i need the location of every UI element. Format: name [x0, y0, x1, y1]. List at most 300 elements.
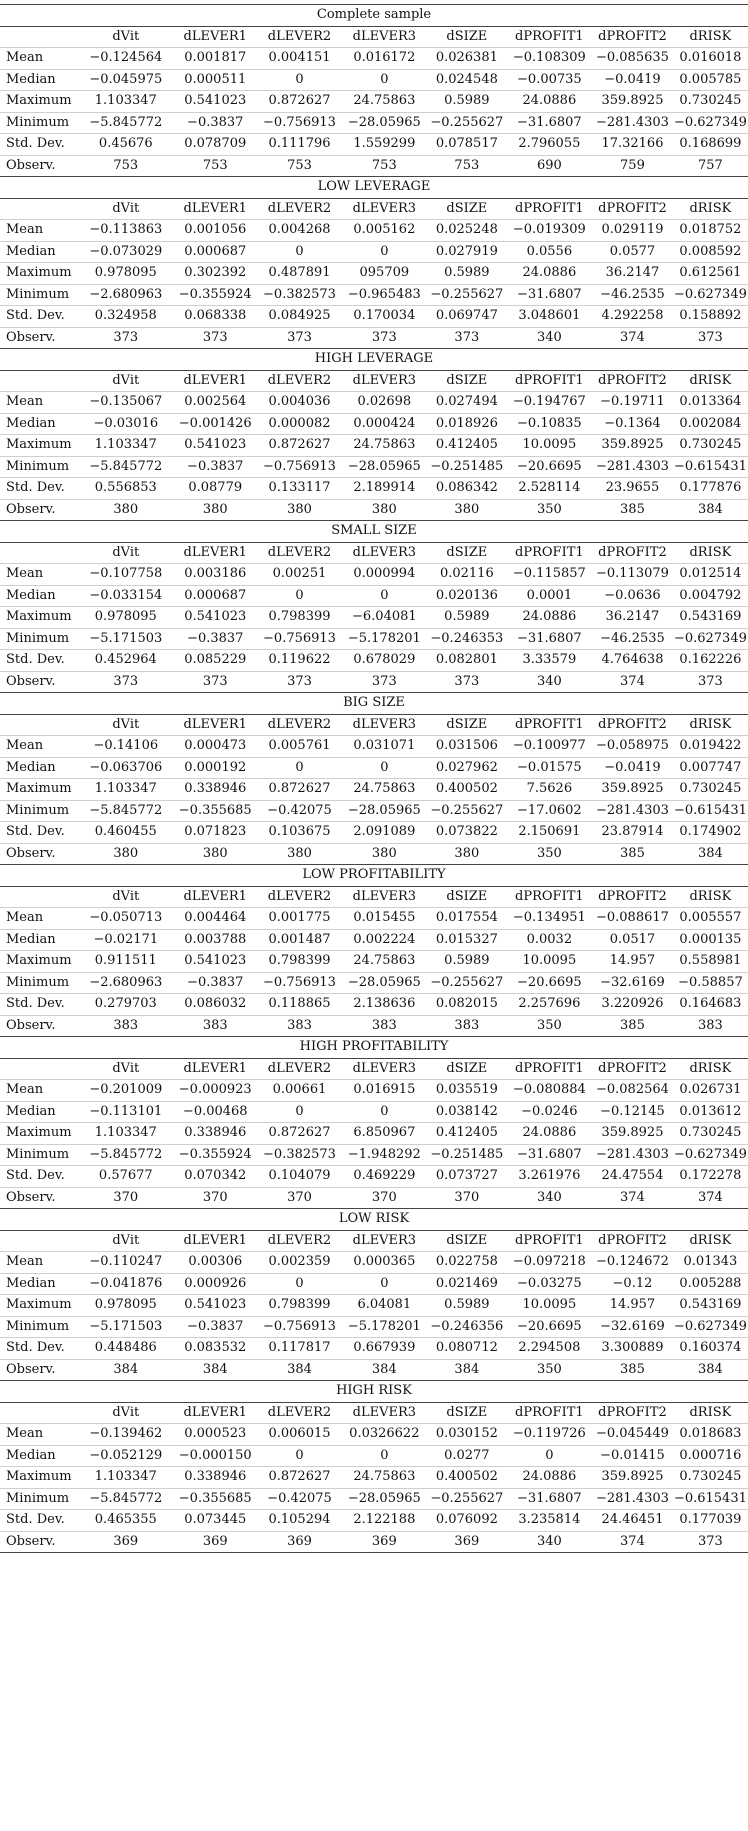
row-label: Std. Dev.	[0, 994, 78, 1016]
table-cell: 0.338946	[173, 1123, 257, 1145]
table-cell: 0.082801	[427, 650, 507, 672]
column-header: dLEVER1	[173, 1058, 257, 1080]
table-cell: 3.33579	[507, 650, 592, 672]
table-cell: 373	[342, 671, 427, 693]
table-cell: 0.01343	[673, 1252, 748, 1274]
column-header: dPROFIT1	[507, 714, 592, 736]
column-header: dPROFIT1	[507, 886, 592, 908]
table-cell: 373	[173, 327, 257, 349]
row-label: Std. Dev.	[0, 650, 78, 672]
column-header	[0, 26, 78, 48]
table-cell: 0.020136	[427, 585, 507, 607]
table-cell: 373	[257, 327, 341, 349]
table-cell: −1.948292	[342, 1144, 427, 1166]
table-cell: 384	[673, 1359, 748, 1381]
table-row	[0, 757, 748, 779]
column-header: dLEVER1	[173, 198, 257, 220]
table-cell: 384	[78, 1359, 173, 1381]
column-header: dLEVER3	[342, 370, 427, 392]
table-cell: 369	[78, 1531, 173, 1553]
row-label: Observ.	[0, 1187, 78, 1209]
table-cell: 757	[673, 155, 748, 177]
table-cell: 0.872627	[257, 435, 341, 457]
table-cell: 0.070342	[173, 1166, 257, 1188]
table-cell: 385	[592, 1359, 673, 1381]
table-cell: −0.627349	[673, 1316, 748, 1338]
table-cell: 0.177876	[673, 478, 748, 500]
table-cell: 0.027919	[427, 241, 507, 263]
table-cell: 0.085229	[173, 650, 257, 672]
column-header: dRISK	[673, 1402, 748, 1424]
table-cell: 0.104079	[257, 1166, 341, 1188]
table-cell: 383	[427, 1015, 507, 1037]
table-cell: 0.452964	[78, 650, 173, 672]
table-cell: −0.3837	[173, 112, 257, 134]
table-cell: 0.003788	[173, 929, 257, 951]
table-cell: 0.730245	[673, 91, 748, 113]
table-row	[0, 972, 748, 994]
table-cell: 0.667939	[342, 1338, 427, 1360]
section-title: BIG SIZE	[0, 693, 748, 715]
table-cell: −0.255627	[427, 800, 507, 822]
section-title-row	[0, 521, 748, 543]
table-cell: 373	[673, 1531, 748, 1553]
table-cell: 0.460455	[78, 822, 173, 844]
table-cell: −0.3837	[173, 628, 257, 650]
table-cell: −0.000923	[173, 1080, 257, 1102]
table-cell: −0.615431	[673, 800, 748, 822]
column-header: dLEVER1	[173, 370, 257, 392]
table-cell: 4.764638	[592, 650, 673, 672]
table-cell: 359.8925	[592, 1467, 673, 1489]
table-cell: 0.543169	[673, 1295, 748, 1317]
table-cell: 369	[257, 1531, 341, 1553]
column-header: dVit	[78, 1230, 173, 1252]
table-row	[0, 1467, 748, 1489]
table-cell: 350	[507, 1015, 592, 1037]
row-label: Mean	[0, 48, 78, 70]
table-cell: 385	[592, 499, 673, 521]
table-cell: 380	[78, 499, 173, 521]
table-cell: 0.015455	[342, 908, 427, 930]
table-cell: −0.124564	[78, 48, 173, 70]
table-cell: −0.756913	[257, 972, 341, 994]
table-cell: 0.021469	[427, 1273, 507, 1295]
table-cell: −0.3837	[173, 1316, 257, 1338]
row-label: Observ.	[0, 1359, 78, 1381]
table-row	[0, 1510, 748, 1532]
row-label: Minimum	[0, 1488, 78, 1510]
table-row	[0, 564, 748, 586]
table-cell: 24.0886	[507, 263, 592, 285]
table-cell: −0.627349	[673, 1144, 748, 1166]
table-cell: 0.118865	[257, 994, 341, 1016]
section-title-row	[0, 1209, 748, 1231]
table-cell: 0.158892	[673, 306, 748, 328]
table-cell: 373	[257, 671, 341, 693]
section-title: SMALL SIZE	[0, 521, 748, 543]
section-title-row	[0, 1037, 748, 1059]
table-cell: 0.798399	[257, 1295, 341, 1317]
table-cell: 0.002359	[257, 1252, 341, 1274]
table-cell: 0.012514	[673, 564, 748, 586]
row-label: Mean	[0, 1424, 78, 1446]
column-header: dSIZE	[427, 1402, 507, 1424]
table-row	[0, 1445, 748, 1467]
column-header: dSIZE	[427, 714, 507, 736]
table-cell: 0	[342, 757, 427, 779]
table-cell: 0.000716	[673, 1445, 748, 1467]
column-header: dVit	[78, 1058, 173, 1080]
column-header: dLEVER2	[257, 542, 341, 564]
table-cell: 0.019422	[673, 736, 748, 758]
table-cell: 384	[257, 1359, 341, 1381]
table-row	[0, 392, 748, 414]
table-cell: 0.013612	[673, 1101, 748, 1123]
column-header: dPROFIT2	[592, 542, 673, 564]
table-cell: 0.027962	[427, 757, 507, 779]
table-cell: 0.078709	[173, 134, 257, 156]
row-label: Minimum	[0, 800, 78, 822]
table-cell: −5.171503	[78, 628, 173, 650]
table-cell: −0.627349	[673, 112, 748, 134]
row-label: Std. Dev.	[0, 134, 78, 156]
table-cell: 0.022758	[427, 1252, 507, 1274]
table-row	[0, 478, 748, 500]
table-row	[0, 1144, 748, 1166]
table-cell: 0.024548	[427, 69, 507, 91]
table-cell: −5.845772	[78, 1144, 173, 1166]
table-cell: 0.000687	[173, 241, 257, 263]
row-label: Minimum	[0, 1144, 78, 1166]
table-cell: 0.015327	[427, 929, 507, 951]
table-cell: −0.02171	[78, 929, 173, 951]
table-cell: 2.189914	[342, 478, 427, 500]
table-cell: 0.400502	[427, 1467, 507, 1489]
column-header: dSIZE	[427, 1230, 507, 1252]
table-cell: −0.045449	[592, 1424, 673, 1446]
column-header: dRISK	[673, 370, 748, 392]
table-cell: 369	[173, 1531, 257, 1553]
table-cell: −0.097218	[507, 1252, 592, 1274]
table-cell: 0	[257, 1101, 341, 1123]
table-cell: 0.080712	[427, 1338, 507, 1360]
table-cell: −0.355685	[173, 1488, 257, 1510]
descriptive-statistics-table	[0, 4, 748, 1553]
table-cell: 340	[507, 671, 592, 693]
table-cell: 0.400502	[427, 779, 507, 801]
table-cell: 4.292258	[592, 306, 673, 328]
column-header: dLEVER1	[173, 1402, 257, 1424]
table-cell: 2.138636	[342, 994, 427, 1016]
table-cell: 373	[173, 671, 257, 693]
table-cell: 0.030152	[427, 1424, 507, 1446]
table-row	[0, 306, 748, 328]
table-cell: 0.45676	[78, 134, 173, 156]
table-cell: 380	[173, 843, 257, 865]
table-cell: 2.528114	[507, 478, 592, 500]
table-cell: 0.872627	[257, 1123, 341, 1145]
table-cell: −0.115857	[507, 564, 592, 586]
table-cell: −5.845772	[78, 1488, 173, 1510]
table-cell: 1.103347	[78, 1123, 173, 1145]
table-cell: 0.02698	[342, 392, 427, 414]
table-cell: 0.001817	[173, 48, 257, 70]
table-row	[0, 929, 748, 951]
table-cell: 0.002224	[342, 929, 427, 951]
column-header: dLEVER2	[257, 370, 341, 392]
column-header: dLEVER2	[257, 886, 341, 908]
table-cell: 0.073727	[427, 1166, 507, 1188]
table-cell: 0.119622	[257, 650, 341, 672]
table-cell: 370	[427, 1187, 507, 1209]
table-cell: 24.0886	[507, 1123, 592, 1145]
table-cell: 0.338946	[173, 779, 257, 801]
table-cell: −0.255627	[427, 972, 507, 994]
table-cell: −0.756913	[257, 456, 341, 478]
table-row	[0, 650, 748, 672]
table-cell: −20.6695	[507, 972, 592, 994]
table-cell: 0.086032	[173, 994, 257, 1016]
table-cell: 0.004036	[257, 392, 341, 414]
table-cell: −0.134951	[507, 908, 592, 930]
table-cell: 0.025248	[427, 220, 507, 242]
table-cell: 0.730245	[673, 1467, 748, 1489]
table-cell: 2.091089	[342, 822, 427, 844]
table-cell: −0.0419	[592, 69, 673, 91]
table-cell: −281.4303	[592, 800, 673, 822]
table-row	[0, 1080, 748, 1102]
table-cell: −28.05965	[342, 456, 427, 478]
table-cell: 380	[78, 843, 173, 865]
column-header: dPROFIT1	[507, 198, 592, 220]
table-cell: 0.000082	[257, 413, 341, 435]
table-cell: 383	[173, 1015, 257, 1037]
table-cell: 0.448486	[78, 1338, 173, 1360]
table-row	[0, 951, 748, 973]
table-cell: −0.627349	[673, 628, 748, 650]
row-label: Mean	[0, 220, 78, 242]
table-cell: 0.162226	[673, 650, 748, 672]
table-row	[0, 241, 748, 263]
column-header	[0, 1058, 78, 1080]
table-cell: 0.0001	[507, 585, 592, 607]
table-cell: 0.008592	[673, 241, 748, 263]
row-label: Mean	[0, 564, 78, 586]
column-header	[0, 198, 78, 220]
table-cell: 0.730245	[673, 1123, 748, 1145]
column-header: dRISK	[673, 542, 748, 564]
table-cell: 380	[173, 499, 257, 521]
table-cell: 0.0577	[592, 241, 673, 263]
column-header: dRISK	[673, 714, 748, 736]
table-cell: 0.000926	[173, 1273, 257, 1295]
column-header: dVit	[78, 886, 173, 908]
table-cell: −0.246356	[427, 1316, 507, 1338]
column-header-row	[0, 370, 748, 392]
table-cell: 0.083532	[173, 1338, 257, 1360]
table-cell: 753	[427, 155, 507, 177]
table-cell: 0.004464	[173, 908, 257, 930]
table-cell: −0.073029	[78, 241, 173, 263]
row-label: Maximum	[0, 607, 78, 629]
row-label: Mean	[0, 908, 78, 930]
table-cell: 369	[427, 1531, 507, 1553]
table-cell: −5.171503	[78, 1316, 173, 1338]
row-label: Observ.	[0, 1531, 78, 1553]
table-cell: −0.113101	[78, 1101, 173, 1123]
column-header: dSIZE	[427, 26, 507, 48]
column-header: dRISK	[673, 198, 748, 220]
table-cell: 0.541023	[173, 435, 257, 457]
table-cell: 0.324958	[78, 306, 173, 328]
table-body	[0, 5, 748, 1553]
column-header: dLEVER1	[173, 542, 257, 564]
table-cell: −5.845772	[78, 112, 173, 134]
table-cell: 0.678029	[342, 650, 427, 672]
table-cell: 0.016915	[342, 1080, 427, 1102]
table-cell: 0.302392	[173, 263, 257, 285]
table-cell: 0.412405	[427, 1123, 507, 1145]
table-cell: 0.006015	[257, 1424, 341, 1446]
table-cell: −0.251485	[427, 1144, 507, 1166]
table-cell: 0.073445	[173, 1510, 257, 1532]
table-cell: 0.105294	[257, 1510, 341, 1532]
table-cell: 373	[342, 327, 427, 349]
column-header: dPROFIT2	[592, 1230, 673, 1252]
column-header: dSIZE	[427, 198, 507, 220]
table-cell: 0	[507, 1445, 592, 1467]
table-cell: −2.680963	[78, 972, 173, 994]
table-cell: −0.100977	[507, 736, 592, 758]
table-cell: 0.487891	[257, 263, 341, 285]
table-cell: 384	[427, 1359, 507, 1381]
table-cell: −281.4303	[592, 112, 673, 134]
row-label: Maximum	[0, 263, 78, 285]
table-cell: −0.1364	[592, 413, 673, 435]
table-cell: 0.027494	[427, 392, 507, 414]
table-cell: −6.04081	[342, 607, 427, 629]
table-cell: 0.031071	[342, 736, 427, 758]
table-cell: −0.255627	[427, 1488, 507, 1510]
row-label: Std. Dev.	[0, 1338, 78, 1360]
table-cell: 374	[673, 1187, 748, 1209]
table-row	[0, 263, 748, 285]
table-cell: 0.000365	[342, 1252, 427, 1274]
table-cell: 1.559299	[342, 134, 427, 156]
table-cell: −0.355924	[173, 284, 257, 306]
table-cell: 3.261976	[507, 1166, 592, 1188]
section-title: LOW RISK	[0, 1209, 748, 1231]
table-row	[0, 1015, 748, 1037]
table-cell: 0	[342, 241, 427, 263]
table-row	[0, 908, 748, 930]
table-cell: −0.063706	[78, 757, 173, 779]
table-cell: −31.6807	[507, 284, 592, 306]
row-label: Mean	[0, 1252, 78, 1274]
column-header: dRISK	[673, 886, 748, 908]
column-header-row	[0, 1058, 748, 1080]
column-header: dLEVER2	[257, 1230, 341, 1252]
table-cell: −0.03275	[507, 1273, 592, 1295]
table-cell: 383	[257, 1015, 341, 1037]
table-cell: 0.978095	[78, 263, 173, 285]
table-cell: 0.016172	[342, 48, 427, 70]
table-cell: 0.5989	[427, 263, 507, 285]
section-title-row	[0, 349, 748, 371]
table-cell: 384	[342, 1359, 427, 1381]
table-cell: 0.0277	[427, 1445, 507, 1467]
table-cell: −20.6695	[507, 456, 592, 478]
table-row	[0, 1488, 748, 1510]
table-cell: 0	[257, 1273, 341, 1295]
table-cell: −0.251485	[427, 456, 507, 478]
table-cell: 380	[257, 843, 341, 865]
table-cell: −32.6169	[592, 1316, 673, 1338]
table-cell: −28.05965	[342, 800, 427, 822]
table-cell: 0.0032	[507, 929, 592, 951]
table-cell: 0	[257, 241, 341, 263]
table-cell: 384	[673, 499, 748, 521]
table-cell: 0.004151	[257, 48, 341, 70]
row-label: Maximum	[0, 1467, 78, 1489]
table-cell: −0.0636	[592, 585, 673, 607]
table-cell: 0.017554	[427, 908, 507, 930]
table-cell: 0.798399	[257, 607, 341, 629]
table-row	[0, 327, 748, 349]
table-row	[0, 435, 748, 457]
table-cell: 0.111796	[257, 134, 341, 156]
table-cell: −0.113863	[78, 220, 173, 242]
column-header: dPROFIT2	[592, 714, 673, 736]
table-cell: −0.382573	[257, 284, 341, 306]
table-cell: 0.013364	[673, 392, 748, 414]
table-cell: −0.615431	[673, 1488, 748, 1510]
table-cell: −0.194767	[507, 392, 592, 414]
table-cell: 17.32166	[592, 134, 673, 156]
table-cell: 0.035519	[427, 1080, 507, 1102]
column-header: dPROFIT2	[592, 198, 673, 220]
row-label: Minimum	[0, 628, 78, 650]
table-cell: 0.026731	[673, 1080, 748, 1102]
column-header: dSIZE	[427, 542, 507, 564]
table-cell: 0.007747	[673, 757, 748, 779]
row-label: Maximum	[0, 951, 78, 973]
table-row	[0, 1316, 748, 1338]
table-cell: 0.0556	[507, 241, 592, 263]
table-cell: 380	[257, 499, 341, 521]
table-row	[0, 628, 748, 650]
table-cell: −0.058975	[592, 736, 673, 758]
column-header: dRISK	[673, 1058, 748, 1080]
table-cell: 3.048601	[507, 306, 592, 328]
table-cell: 0.00306	[173, 1252, 257, 1274]
column-header	[0, 1402, 78, 1424]
column-header: dPROFIT1	[507, 26, 592, 48]
table-cell: 14.957	[592, 951, 673, 973]
table-cell: 0.086342	[427, 478, 507, 500]
table-cell: −0.756913	[257, 1316, 341, 1338]
row-label: Observ.	[0, 671, 78, 693]
table-cell: −0.355924	[173, 1144, 257, 1166]
table-cell: −5.178201	[342, 628, 427, 650]
table-cell: 0.160374	[673, 1338, 748, 1360]
table-cell: 370	[342, 1187, 427, 1209]
table-cell: −2.680963	[78, 284, 173, 306]
table-cell: 359.8925	[592, 1123, 673, 1145]
table-cell: −5.845772	[78, 800, 173, 822]
table-cell: −0.088617	[592, 908, 673, 930]
